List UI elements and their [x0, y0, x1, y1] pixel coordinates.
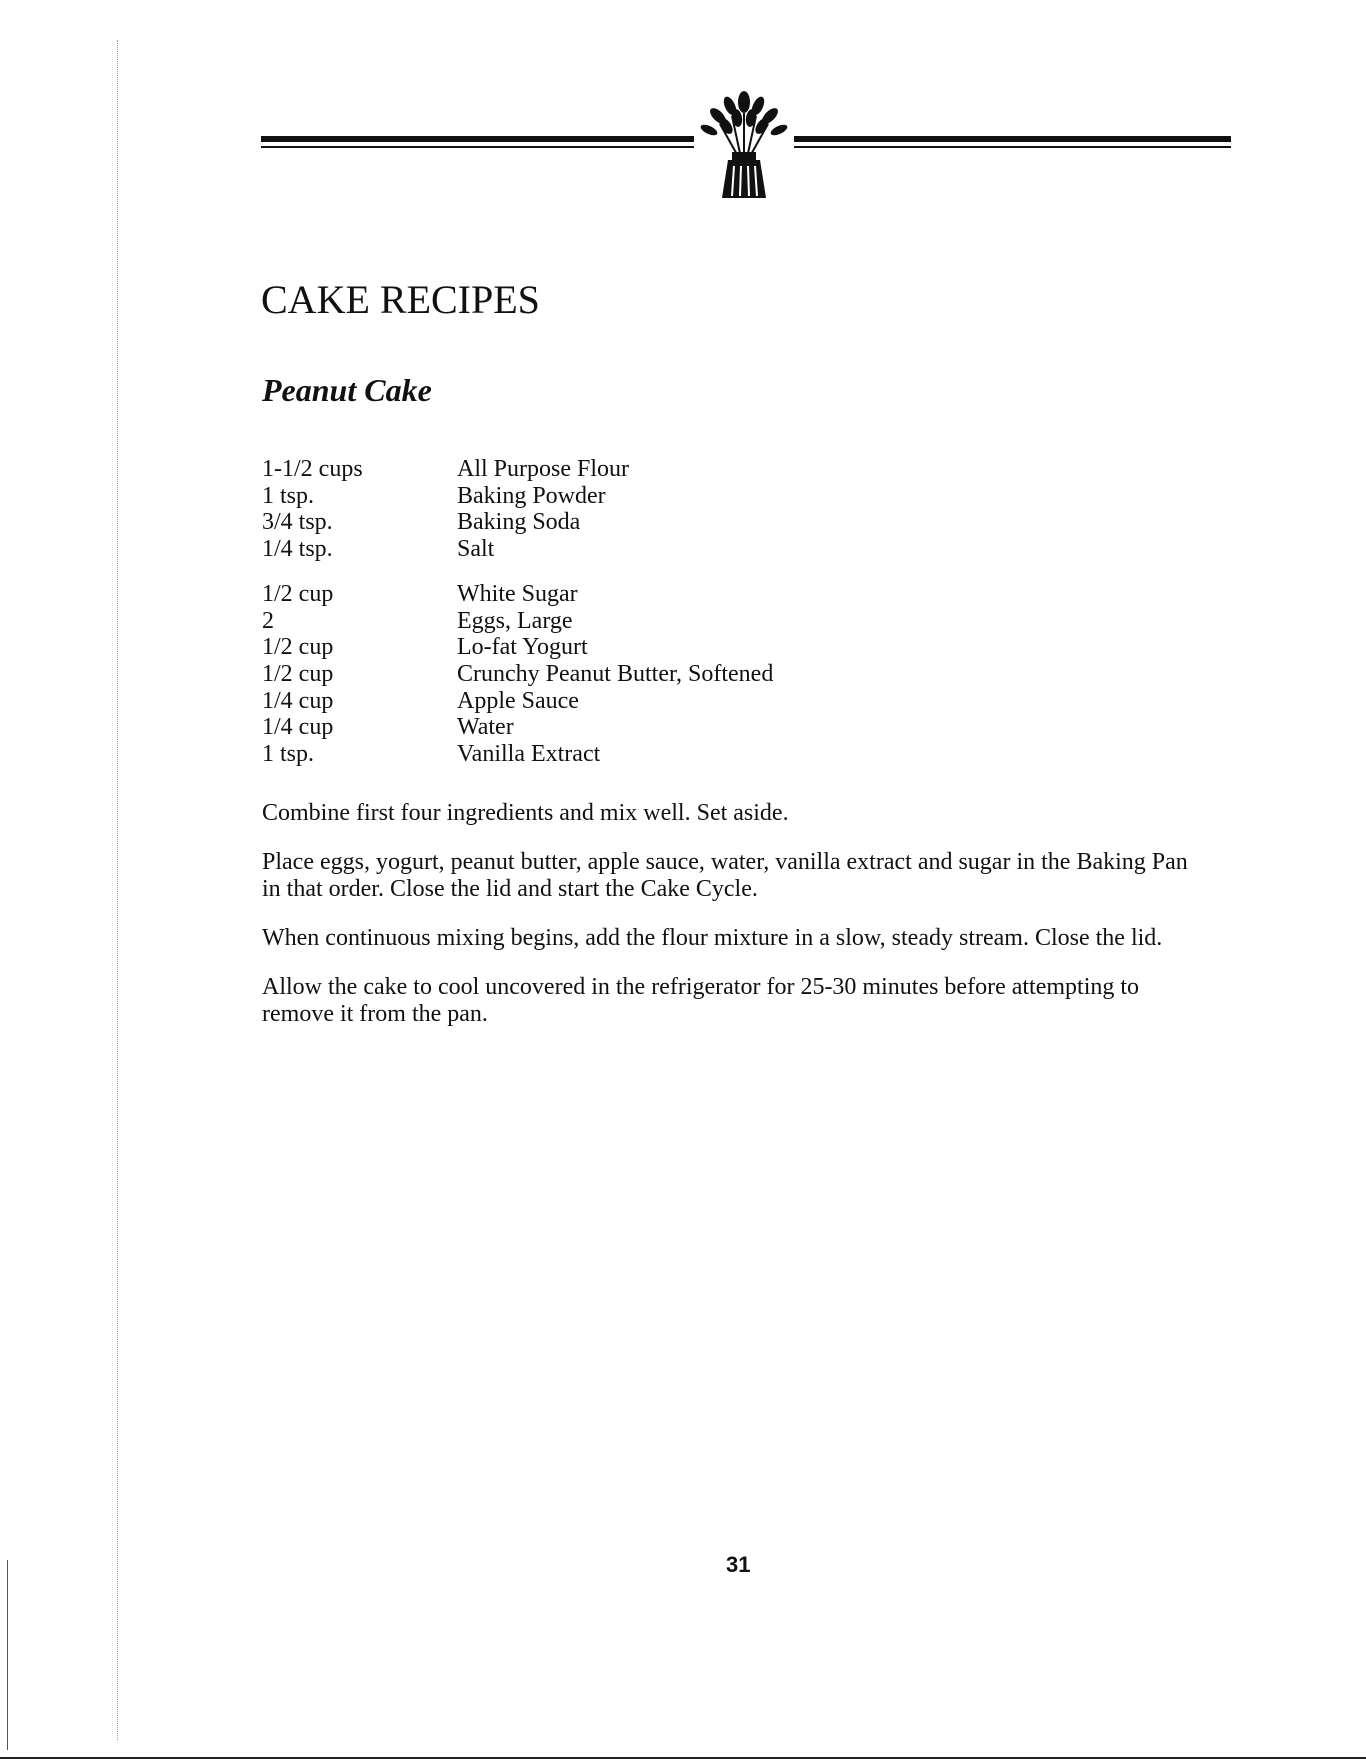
ingredient-name: Eggs, Large — [457, 607, 573, 634]
ingredient-row — [262, 536, 962, 563]
ingredient-name: Water — [457, 714, 514, 741]
ingredient-row — [262, 608, 962, 635]
instruction-step: Place eggs, yogurt, peanut butter, apple sauce, water, vanilla extract and sugar in the Baking Pan in that order. Close the lid and start the Cake Cycle. — [262, 849, 1188, 902]
ingredient-quantity: 1/4 tsp. — [262, 536, 333, 563]
ingredient-quantity: 3/4 tsp. — [262, 509, 333, 536]
scan-edge-line — [7, 1560, 8, 1750]
ingredient-name: Lo-fat Yogurt — [457, 634, 588, 661]
ingredient-row — [262, 581, 962, 608]
ingredient-quantity: 1/4 cup — [262, 714, 334, 741]
ingredient-row — [262, 509, 962, 536]
ingredient-quantity: 1/4 cup — [262, 687, 334, 714]
ingredient-name: Crunchy Peanut Butter, Softened — [457, 660, 774, 687]
section-title: CAKE RECIPES — [261, 277, 540, 322]
wheat-sheaf-icon — [694, 88, 794, 200]
instruction-step: Combine first four ingredients and mix well. Set aside. — [262, 800, 789, 826]
instruction-step: Allow the cake to cool uncovered in the refrigerator for 25-30 minutes before attempting to remove it from the pan. — [262, 974, 1140, 1027]
ingredient-name: All Purpose Flour — [457, 456, 630, 482]
ingredient-name: Apple Sauce — [457, 687, 579, 714]
page-number: 31 — [726, 1552, 751, 1577]
ingredient-quantity: 1/2 cup — [262, 634, 334, 661]
ingredient-name: Vanilla Extract — [457, 741, 601, 768]
ingredient-list — [262, 456, 962, 768]
ingredient-row — [262, 456, 962, 483]
ingredient-row — [262, 714, 962, 741]
ingredient-quantity: 1-1/2 cups — [262, 456, 363, 482]
ingredient-name: Salt — [457, 536, 495, 563]
ingredient-name: White Sugar — [457, 580, 578, 607]
instructions — [262, 800, 1212, 1050]
ingredient-name: Baking Powder — [457, 482, 606, 509]
ingredient-quantity: 1/2 cup — [262, 580, 334, 607]
ingredient-row — [262, 688, 962, 715]
ingredient-quantity: 2 — [262, 607, 274, 634]
scan-margin-line — [117, 40, 118, 1740]
ingredient-quantity: 1/2 cup — [262, 660, 334, 687]
ingredient-quantity: 1 tsp. — [262, 741, 315, 768]
ingredient-name: Baking Soda — [457, 509, 581, 536]
instruction-step: When continuous mixing begins, add the flour mixture in a slow, steady stream. Close the lid. — [262, 925, 1163, 951]
ingredient-row — [262, 661, 962, 688]
recipe-title: Peanut Cake — [262, 372, 432, 408]
scan-bottom-edge — [0, 1757, 1366, 1759]
ingredient-row — [262, 483, 962, 510]
ingredient-row — [262, 741, 962, 768]
ingredient-quantity: 1 tsp. — [262, 482, 315, 509]
ingredient-row — [262, 634, 962, 661]
